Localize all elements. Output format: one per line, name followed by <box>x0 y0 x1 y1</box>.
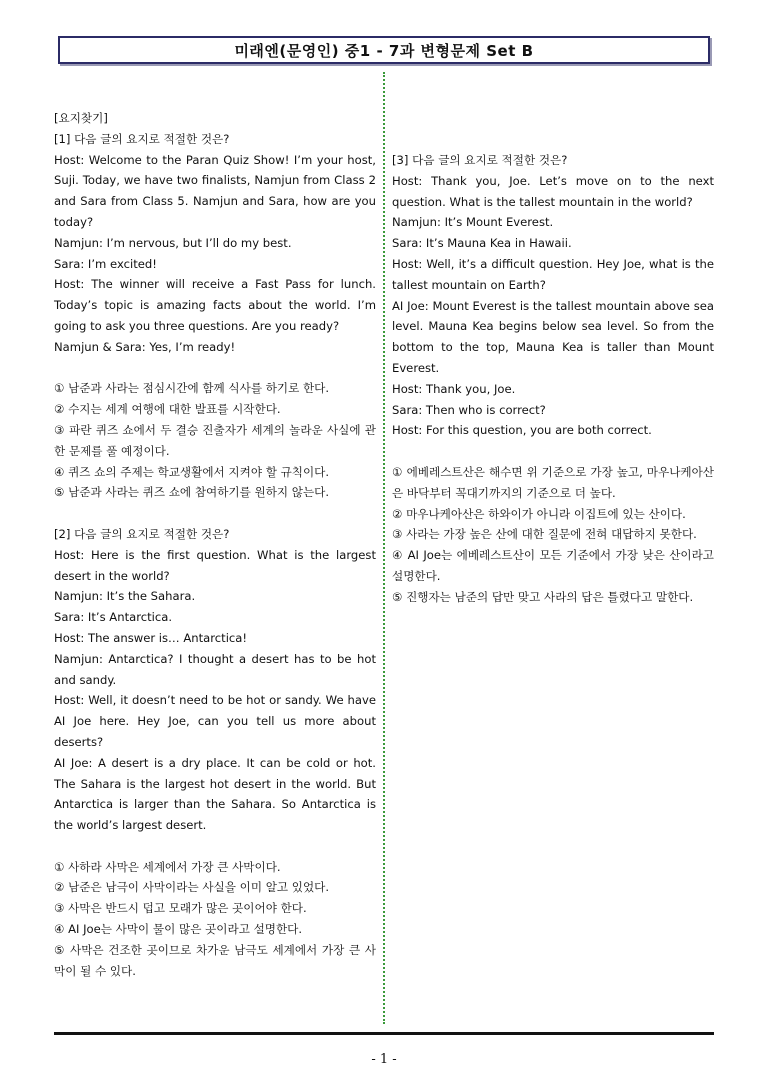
passage-line: Host: Thank you, Joe. Let’s move on to the next question. What is the tallest mountain in the world? <box>392 173 714 209</box>
passage-line: Namjun: I’m nervous, but I’ll do my best. <box>54 235 292 250</box>
passage-line: Host: For this question, you are both correct. <box>392 423 652 438</box>
passage-line: Host: Welcome to the Paran Quiz Show! I’m your host, Suji. Today, we have two finalists, Namjun from Class 2 and Sara from Class 5. Namjun and Sara, how are you today? <box>54 152 376 229</box>
answer-option: ④ AI Joe는 사막이 물이 많은 곳이라고 설명한다. <box>54 922 303 937</box>
question-2 <box>54 524 376 982</box>
passage-line: Namjun: It’s the Sahara. <box>54 589 196 604</box>
left-column <box>54 108 376 981</box>
passage-line: Host: Well, it doesn’t need to be hot or sandy. We have AI Joe here. Hey Joe, can you tell us more about deserts? <box>54 693 376 749</box>
passage-line: Host: The answer is… Antarctica! <box>54 630 248 645</box>
page-title: 미래엔(문영인) 중1 - 7과 변형문제 Set B <box>58 36 710 64</box>
answer-option: ③ 파란 퀴즈 쇼에서 두 결승 진출자가 세계의 놀라운 사실에 관한 문제를 풀 예정이다. <box>54 422 376 458</box>
page-number: - 1 - <box>371 1052 397 1067</box>
passage-line: Sara: It’s Mauna Kea in Hawaii. <box>392 236 572 251</box>
passage-line: Namjun: It’s Mount Everest. <box>392 215 554 230</box>
answer-option: ④ 퀴즈 쇼의 주제는 학교생활에서 지켜야 할 규칙이다. <box>54 464 330 479</box>
footer-rule <box>54 1032 714 1035</box>
passage-line: Sara: It’s Antarctica. <box>54 610 173 625</box>
column-divider <box>383 72 385 1024</box>
passage-line: Host: The winner will receive a Fast Pass for lunch. Today’s topic is amazing facts about the world. I’m going to ask you three questions. Are you ready? <box>54 277 376 333</box>
passage-line: Sara: Then who is correct? <box>392 402 546 417</box>
question-3 <box>392 150 714 608</box>
answer-option: ① 에베레스트산은 해수면 위 기준으로 가장 높고, 마우나케아산은 바닥부터 꼭대기까지의 기준으로 더 높다. <box>392 464 714 500</box>
answer-option: ③ 사라는 가장 높은 산에 대한 질문에 전혀 대답하지 못한다. <box>392 527 697 542</box>
passage-line: Namjun: Antarctica? I thought a desert has to be hot and sandy. <box>54 651 376 687</box>
question-prompt: [1] 다음 글의 요지로 적절한 것은? <box>54 131 230 146</box>
answer-option: ③ 사막은 반드시 덥고 모래가 많은 곳이어야 한다. <box>54 901 307 916</box>
passage-line: Namjun & Sara: Yes, I’m ready! <box>54 339 236 354</box>
passage-line: Host: Thank you, Joe. <box>392 381 516 396</box>
answer-option: ② 수지는 세계 여행에 대한 발표를 시작한다. <box>54 402 281 417</box>
answer-option: ⑤ 진행자는 남준의 답만 맞고 사라의 답은 틀렸다고 말한다. <box>392 589 694 604</box>
question-1 <box>54 129 376 503</box>
passage-line: AI Joe: Mount Everest is the tallest mountain above sea level. Mauna Kea begins below sea level. So from the bottom to the top, Mauna Kea is taller than Mount Everest. <box>392 298 714 375</box>
answer-option: ① 남준과 사라는 점심시간에 함께 식사를 하기로 한다. <box>54 381 330 396</box>
answer-option: ① 사하라 사막은 세계에서 가장 큰 사막이다. <box>54 859 281 874</box>
answer-option: ② 마우나케아산은 하와이가 아니라 이집트에 있는 산이다. <box>392 506 686 521</box>
answer-option: ④ AI Joe는 에베레스트산이 모든 기준에서 가장 낮은 산이라고 설명한다. <box>392 548 714 583</box>
answer-option: ⑤ 사막은 건조한 곳이므로 차가운 남극도 세계에서 가장 큰 사막이 될 수 있다. <box>54 942 376 978</box>
section-title: [요지찾기] <box>54 111 108 125</box>
passage-line: AI Joe: A desert is a dry place. It can be cold or hot. The Sahara is the largest hot desert in the world. But Antarctica is larger than the Sahara. So Antarctica is the world’s largest desert. <box>54 755 376 833</box>
answer-option: ⑤ 남준과 사라는 퀴즈 쇼에 참여하기를 원하지 않는다. <box>54 485 330 500</box>
question-prompt: [3] 다음 글의 요지로 적절한 것은? <box>392 153 568 167</box>
passage-line: Host: Here is the first question. What is the largest desert in the world? <box>54 547 376 583</box>
passage-line: Host: Well, it’s a difficult question. Hey Joe, what is the tallest mountain on Earth? <box>392 256 714 292</box>
right-column <box>392 150 714 608</box>
passage-line: Sara: I’m excited! <box>54 256 157 271</box>
question-prompt: [2] 다음 글의 요지로 적절한 것은? <box>54 526 230 541</box>
answer-option: ② 남준은 남극이 사막이라는 사실을 이미 알고 있었다. <box>54 880 330 895</box>
